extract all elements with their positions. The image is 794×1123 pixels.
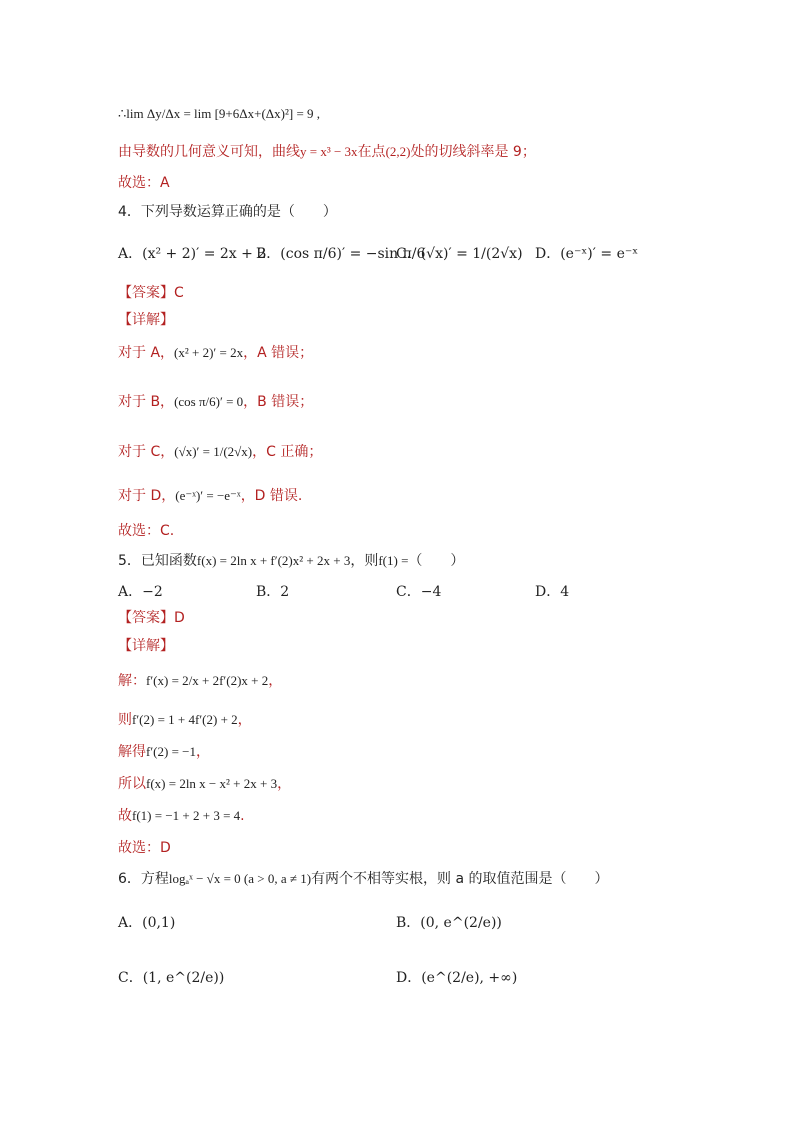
q4-option-d: D．(e⁻ˣ)′ = e⁻ˣ [535,246,639,262]
limit-line: ∴lim Δy/Δx = lim [9+6Δx+(Δx)²] = 9 , [118,106,321,121]
q5-stem: 5．已知函数f(x) = 2ln x + f′(2)x² + 2x + 3，则f(1) =（ ） [118,553,465,569]
q5-option-d: D．4 [535,584,570,600]
q3-answer-line: 故选：A [118,175,170,191]
q5-detail-heading: 【详解】 [118,638,174,654]
q4-answer: 【答案】C [118,285,184,301]
q4-final: 故选：C. [118,523,175,539]
q4-option-b: B．(cos π/6)′ = −sin π/6 [256,246,426,262]
q4-stem: 4．下列导数运算正确的是（ ） [118,204,337,220]
q4-detail-d: 对于 D，(e⁻ˣ)′ = −e⁻ˣ，D 错误. [118,488,303,504]
geometric-meaning-line: 由导数的几何意义可知，曲线y = x³ − 3x在点(2,2)处的切线斜率是 9； [118,144,536,160]
q5-option-b: B．2 [256,584,290,600]
q4-detail-a: 对于 A，(x² + 2)′ = 2x，A 错误； [118,345,314,361]
q4-option-c: C．(√x)′ = 1/(2√x) [396,246,523,262]
q6-option-a: A．(0,1) [118,915,176,931]
q5-step-1: 解：f′(x) = 2/x + 2f′(2)x + 2， [118,673,283,689]
q5-step-5: 故f(1) = −1 + 2 + 3 = 4. [118,808,245,824]
q4-option-a: A．(x² + 2)′ = 2x + 2 [118,246,267,262]
q4-detail-b: 对于 B，(cos π/6)′ = 0，B 错误； [118,394,314,410]
q5-answer: 【答案】D [118,610,185,626]
q5-option-c: C．−4 [396,584,442,600]
q6-option-c: C．(1, e^(2/e)) [118,970,225,986]
q5-option-a: A．−2 [118,584,163,600]
q6-stem: 6．方程logₐˣ − √x = 0 (a > 0, a ≠ 1)有两个不相等实根，则 a 的取值范围是（ ） [118,871,609,887]
q5-step-2: 则f′(2) = 1 + 4f′(2) + 2， [118,712,252,728]
q5-step-4: 所以f(x) = 2ln x − x² + 2x + 3， [118,776,292,792]
q6-option-b: B．(0, e^(2/e)) [396,915,502,931]
q5-step-3: 解得f′(2) = −1， [118,744,210,760]
q6-option-d: D．(e^(2/e), +∞) [396,970,518,986]
q4-detail-c: 对于 C，(√x)′ = 1/(2√x)，C 正确； [118,444,323,460]
q4-detail-heading: 【详解】 [118,312,174,328]
q5-final: 故选：D [118,840,171,856]
